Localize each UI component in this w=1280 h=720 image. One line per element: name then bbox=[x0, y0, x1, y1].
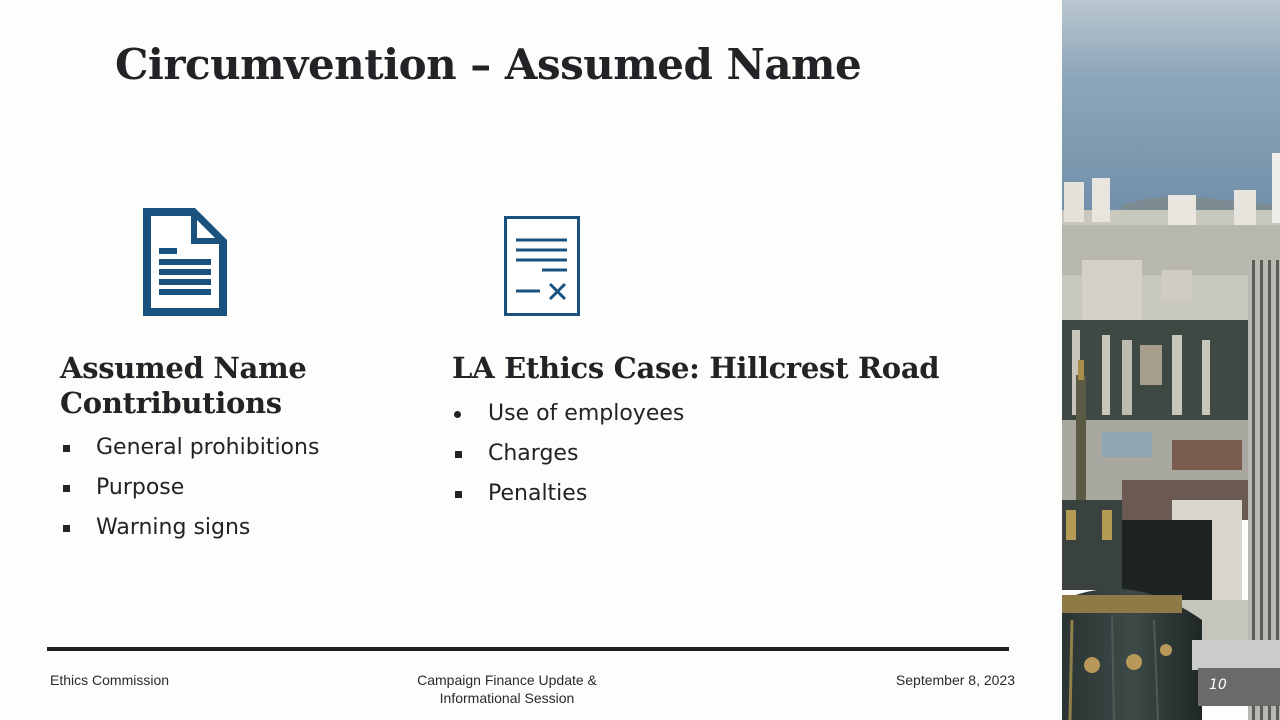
square-bullet-icon bbox=[455, 491, 462, 498]
list-item-text: General prohibitions bbox=[96, 435, 320, 460]
footer-session-title-line1: Campaign Finance Update & bbox=[417, 672, 597, 688]
list-item-text: Penalties bbox=[488, 481, 588, 506]
square-bullet-icon bbox=[63, 525, 70, 532]
footer-session-title bbox=[387, 671, 627, 707]
list-item-text: Charges bbox=[488, 441, 579, 466]
list-item bbox=[60, 432, 319, 472]
footer-date: September 8, 2023 bbox=[895, 672, 1015, 688]
la-ethics-case-bullet-list bbox=[452, 398, 684, 518]
signed-form-icon bbox=[504, 216, 580, 316]
round-bullet-icon bbox=[454, 411, 461, 418]
footer-divider bbox=[47, 647, 1009, 651]
square-bullet-icon bbox=[63, 485, 70, 492]
la-ethics-case-heading: LA Ethics Case: Hillcrest Road bbox=[452, 351, 940, 385]
list-item-text: Purpose bbox=[96, 475, 185, 500]
list-item-text: Warning signs bbox=[96, 515, 251, 540]
list-item-text: Use of employees bbox=[488, 401, 685, 426]
assumed-name-heading: Assumed Name Contributions bbox=[60, 351, 307, 420]
slide-title: Circumvention – Assumed Name bbox=[115, 40, 862, 89]
city-skyline-image bbox=[1062, 0, 1280, 720]
list-item bbox=[452, 478, 684, 518]
list-item bbox=[452, 398, 684, 438]
square-bullet-icon bbox=[455, 451, 462, 458]
list-item bbox=[60, 472, 319, 512]
list-item bbox=[452, 438, 684, 478]
footer-organization: Ethics Commission bbox=[50, 672, 170, 688]
document-icon bbox=[143, 208, 227, 316]
square-bullet-icon bbox=[63, 445, 70, 452]
footer-session-title-line2: Informational Session bbox=[439, 690, 575, 706]
city-skyline-photo bbox=[1062, 0, 1280, 720]
assumed-name-bullet-list bbox=[60, 432, 319, 552]
list-item bbox=[60, 512, 319, 552]
page-number: 10 bbox=[1209, 677, 1227, 693]
